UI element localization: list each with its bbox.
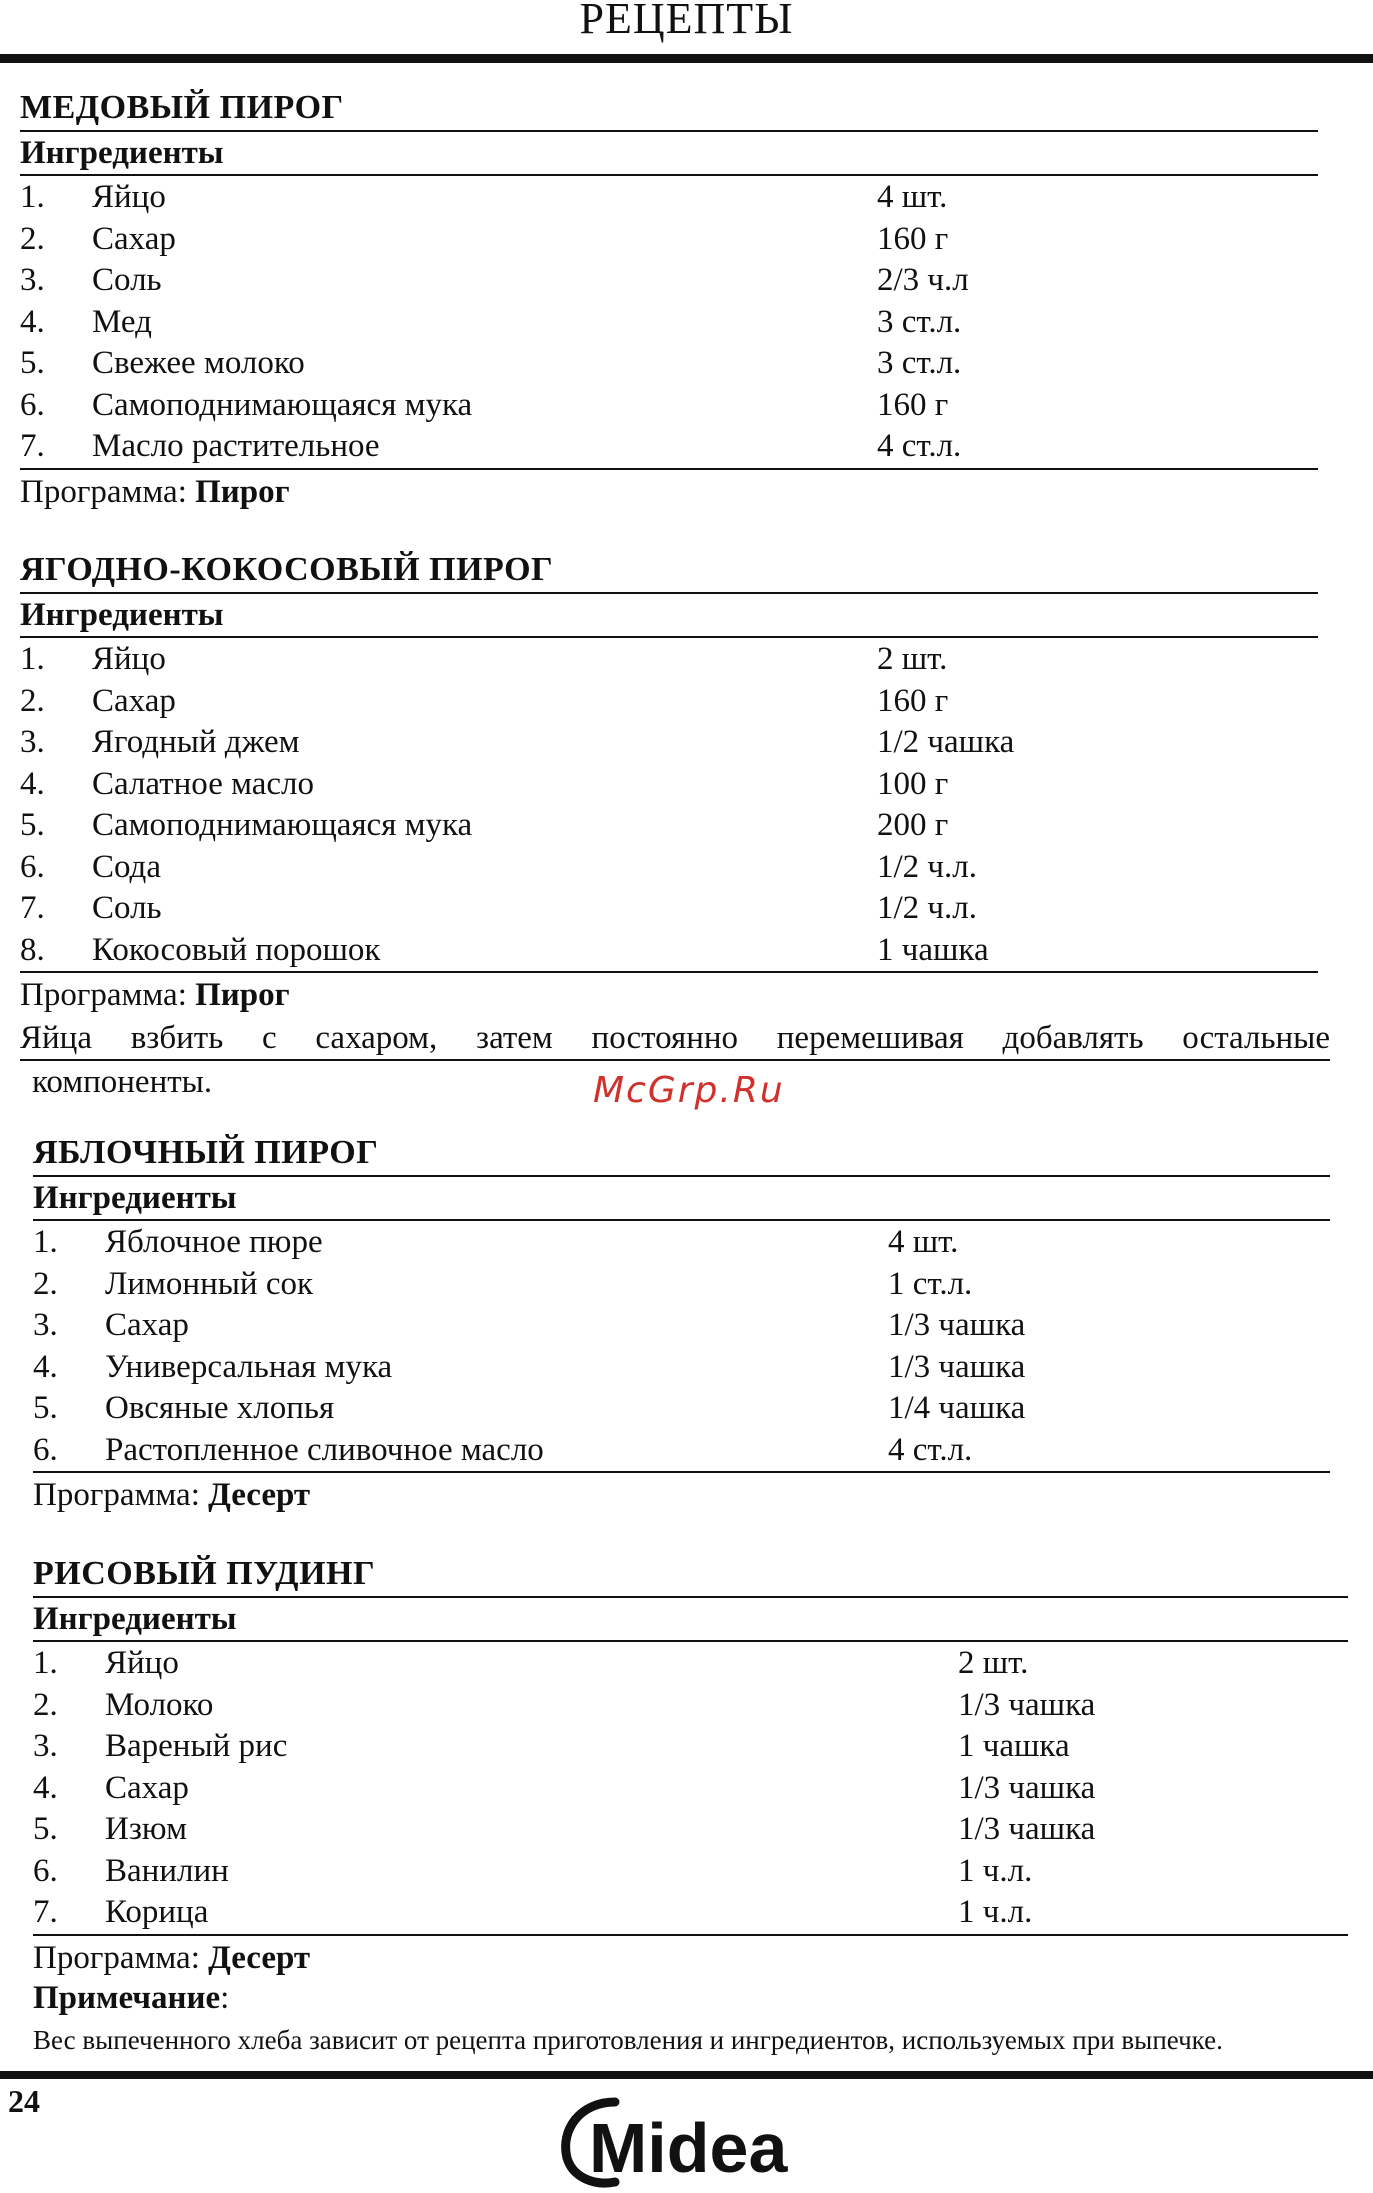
recipe-honey-cake: [20, 86, 1318, 514]
ingredient-row: 8. Кокосовый порошок 1 чашка: [20, 931, 989, 968]
ingredient-row: 4. Мед 3 ст.л.: [20, 303, 962, 340]
ingredient-row: 7. Корица 1 ч.л.: [33, 1894, 1033, 1930]
ingredient-row: 1. Яйцо 2 шт.: [20, 641, 948, 677]
recipe-title: МЕДОВЫЙ ПИРОГ: [20, 89, 344, 126]
program-line: Программа: Пирог: [20, 468, 1318, 514]
ingredient-row: 3. Соль 2/3 ч.л: [20, 262, 969, 298]
program-name: Пирог: [195, 977, 290, 1013]
note-title: Примечание:: [33, 1980, 230, 2016]
page-title: РЕЦЕПТЫ: [579, 0, 794, 43]
ingredient-row: 1. Яйцо 4 шт.: [20, 179, 948, 215]
ingredient-row: 2. Сахар 160 г: [20, 220, 949, 257]
ingredient-row: 3. Сахар 1/3 чашка: [33, 1307, 1026, 1343]
page-number: 24: [8, 2083, 40, 2119]
ingredient-row: 4. Универсальная мука 1/3 чашка: [33, 1348, 1026, 1385]
recipe-berry-coconut-cake: [20, 548, 1330, 1103]
recipe-title: РИСОВЫЙ ПУДИНГ: [33, 1555, 376, 1592]
watermark: McGrp.Ru: [593, 1070, 785, 1111]
ingredient-row: 3. Ягодный джем 1/2 чашка: [20, 724, 1015, 760]
ingredient-row: 4. Салатное масло 100 г: [20, 765, 949, 802]
program-name: Десерт: [208, 1939, 311, 1976]
ingredients-header: Ингредиенты: [33, 1596, 1348, 1642]
ingredient-row: 2. Молоко 1/3 чашка: [33, 1686, 1096, 1723]
brand-text: Midea: [589, 2109, 788, 2187]
recipe-title: ЯГОДНО-КОКОСОВЫЙ ПИРОГ: [20, 551, 554, 588]
ingredient-row: 4. Сахар 1/3 чашка: [33, 1769, 1096, 1806]
ingredient-row: 5. Свежее молоко 3 ст.л.: [20, 345, 962, 381]
ingredient-list: [20, 176, 1318, 468]
ingredient-row: 6. Растопленное сливочное масло 4 ст.л.: [33, 1431, 973, 1468]
midea-logo: [555, 2090, 815, 2190]
ingredient-row: 5. Самоподнимающаяся мука 200 г: [20, 807, 949, 843]
ingredient-row: 7. Соль 1/2 ч.л.: [20, 890, 977, 926]
program-name: Пирог: [195, 473, 290, 510]
ingredient-row: 5. Изюм 1/3 чашка: [33, 1811, 1096, 1847]
ingredient-list: [33, 1221, 1330, 1471]
ingredients-header: Ингредиенты: [20, 130, 1318, 176]
ingredient-row: 6. Сода 1/2 ч.л.: [20, 848, 977, 885]
footer-rule: [0, 2071, 1373, 2079]
ingredient-row: 6. Ванилин 1 ч.л.: [33, 1852, 1033, 1889]
ingredient-row: 2. Лимонный сок 1 ст.л.: [33, 1265, 973, 1302]
recipe-title: ЯБЛОЧНЫЙ ПИРОГ: [33, 1134, 379, 1171]
ingredients-header: Ингредиенты: [33, 1175, 1330, 1221]
program-line: Программа: Десерт: [33, 1934, 1348, 1980]
recipe-apple-pie: [33, 1131, 1330, 1517]
ingredient-list: [20, 638, 1318, 971]
ingredient-row: 5. Овсяные хлопья 1/4 чашка: [33, 1390, 1026, 1426]
ingredient-row: 1. Яблочное пюре 4 шт.: [33, 1224, 959, 1260]
ingredient-row: 2. Сахар 160 г: [20, 682, 949, 719]
ingredient-row: 6. Самоподнимающаяся мука 160 г: [20, 386, 949, 423]
ingredient-list: [33, 1642, 1348, 1934]
recipe-rice-pudding: [33, 1552, 1348, 1980]
program-line: Программа: Пирог: [20, 971, 1318, 1017]
recipe-description: Яйца взбить с сахаром, затем постоянно перемешивая добавлять остальные компоненты.: [20, 1017, 1330, 1103]
ingredient-row: 3. Вареный рис 1 чашка: [33, 1728, 1070, 1764]
ingredient-row: 7. Масло растительное 4 ст.л.: [20, 428, 962, 464]
ingredients-header: Ингредиенты: [20, 592, 1318, 638]
program-name: Десерт: [208, 1477, 311, 1513]
program-line: Программа: Десерт: [33, 1471, 1330, 1517]
note-text: Вес выпеченного хлеба зависит от рецепта приготовления и ингредиентов, используемых при выпечке.: [33, 2025, 1223, 2055]
ingredient-row: 1. Яйцо 2 шт.: [33, 1645, 1029, 1681]
header-rule: [0, 54, 1373, 63]
